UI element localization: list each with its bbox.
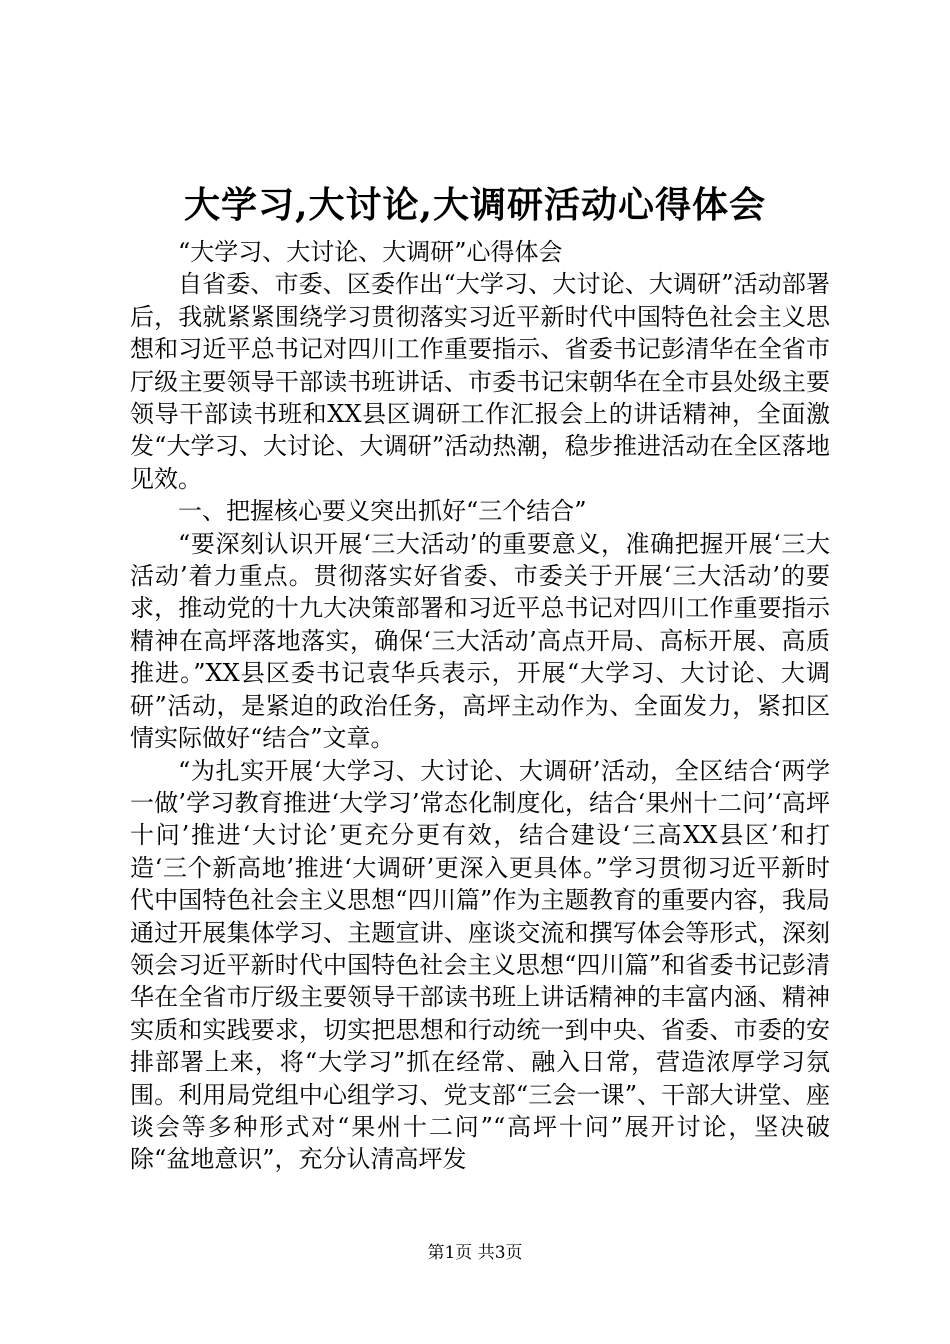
document-title: 大学习,大讨论,大调研活动心得体会 (183, 184, 767, 226)
body-paragraph: “为扎实开展‘大学习、大讨论、大调研’活动，全区结合‘两学一做’学习教育推进‘大学习’常态化制度化，结合‘果州十二问’‘高坪十问’推进‘大讨论’更充分更有效，结合建设‘三高XX县区’和打造‘三个新高地’推进‘大调研’更深入更具体。”学习贯彻习近平新时代中国特色社会主义思想“四川篇”作为主题教育的重要内容，我局通过开展集体学习、主题宣讲、座谈交流和撰写体会等形式，深刻领会习近平新时代中国特色社会主义思想“四川篇”和省委书记彭清华在全省市厅级主要领导干部读书班上讲话精神的丰富内涵、精神实质和实践要求，切实把思想和行动统一到中央、省委、市委的安排部署上来，将“大学习”抓在经常、融入日常，营造浓厚学习氛围。利用局党组中心组学习、党支部“三会一课”、干部大讲堂、座谈会等多种形式对“果州十二问”“高坪十问”展开讨论，坚决破除“盆地意识”，充分认清高坪发 (130, 756, 830, 1174)
subtitle-paragraph: “大学习、大讨论、大调研”心得体会 (178, 238, 563, 266)
body-paragraph: “要深刻认识开展‘三大活动’的重要意义，准确把握开展‘三大活动’着力重点。贯彻落实好省委、市委关于开展‘三大活动’的要求，推动党的十九大决策部署和习近平总书记对四川工作重要指示精神在高坪落地落实，确保‘三大活动’高点开局、高标开展、高质推进。”XX县区委书记袁华兵表示，开展“大学习、大讨论、大调研”活动，是紧迫的政治任务，高坪主动作为、全面发力，紧扣区情实际做好“结合”文章。 (130, 529, 830, 753)
body-paragraph: 自省委、市委、区委作出“大学习、大讨论、大调研”活动部署后，我就紧紧围绕学习贯彻落实习近平新时代中国特色社会主义思想和习近平总书记对四川工作重要指示、省委书记彭清华在全省市厅级主要领导干部读书班讲话、市委书记宋朝华在全市县处级主要领导干部读书班和XX县区调研工作汇报会上的讲话精神，全面激发“大学习、大讨论、大调研”活动热潮，稳步推进活动在全区落地见效。 (130, 270, 830, 493)
section-heading: 一、把握核心要义突出抓好“三个结合” (178, 497, 587, 526)
page-number-footer: 第1页 共3页 (427, 1243, 523, 1263)
document-body (130, 236, 830, 1176)
